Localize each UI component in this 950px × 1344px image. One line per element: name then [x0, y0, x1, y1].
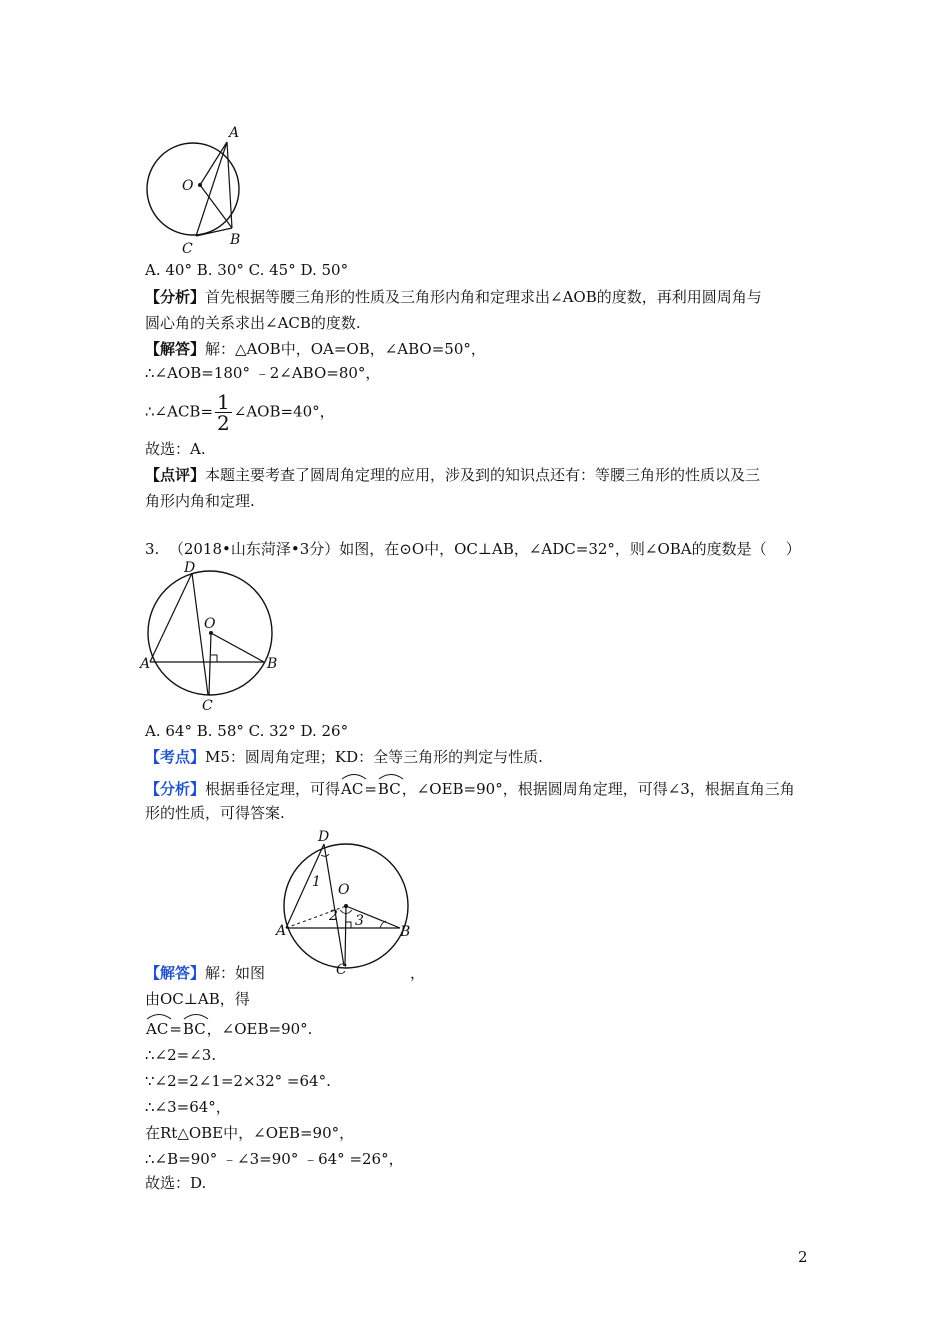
q2-comment-2: 角形内角和定理. [145, 492, 255, 510]
q3-analysis-2: 形的性质，可得答案. [145, 804, 285, 822]
label-b: B [400, 924, 411, 940]
label-a: A [276, 923, 287, 939]
label-d: D [318, 829, 330, 845]
q2-options: A. 40° B. 30° C. 45° D. 50° [145, 261, 349, 279]
label-c: C [202, 698, 213, 714]
q2-comment-1: 【点评】本题主要考查了圆周角定理的应用，涉及到的知识点还有：等腰三角形的性质以及三 [145, 466, 761, 484]
q3-stem: 3. （2018•山东菏泽•3分）如图，在⊙O中，OC⊥AB，∠ADC=32°，则∠OBA的度数是（ ） [145, 540, 801, 558]
q2-answer-2: ∴∠AOB=180° ﹣2∠ABO=80°， [145, 364, 381, 382]
analysis-tag: 【分析】 [145, 288, 206, 306]
page-number: 2 [798, 1248, 808, 1266]
q3-line-5: ∴∠3=64°， [145, 1098, 231, 1116]
q3-line-2: AC= BC，∠OEB=90°. [145, 1012, 312, 1040]
label-a: A [229, 125, 240, 141]
point-tag: 【考点】 [145, 748, 206, 766]
arc-ac-2: AC [146, 1012, 168, 1040]
comment-tag: 【点评】 [145, 466, 206, 484]
q3-line-7: ∴∠B=90° ﹣∠3=90° ﹣64° =26°， [145, 1150, 404, 1168]
label-o: O [182, 178, 194, 194]
label-o: O [338, 882, 350, 898]
label-d: D [184, 560, 196, 576]
answer-tag: 【解答】 [145, 964, 206, 982]
arc-bc-2: BC [183, 1012, 206, 1040]
arc-bc: BC [378, 772, 401, 800]
q3-analysis-1: 【分析】根据垂径定理，可得 AC= BC，∠OEB=90°，根据圆周角定理，可得∠3，根据直角三角 [145, 772, 795, 800]
q3-answer-lead: 【解答】解：如图 [145, 964, 266, 982]
label-3: 3 [355, 913, 364, 929]
q2-answer-4: 故选：A. [145, 440, 206, 458]
q2-analysis-1: 【分析】首先根据等腰三角形的性质及三角形内角和定理求出∠AOB的度数，再利用圆周角与 [145, 288, 762, 306]
label-2: 2 [329, 908, 338, 924]
q3-answer-comma: ， [410, 964, 426, 982]
label-a: A [140, 656, 151, 672]
fraction-half: $\frac{1}{2}$ [217, 390, 230, 435]
figure-circle-aob [138, 122, 268, 257]
answer-tag: 【解答】 [145, 340, 206, 358]
figure-circle-adc [138, 560, 288, 716]
q3-point: 【考点】M5：圆周角定理；KD：全等三角形的判定与性质. [145, 748, 543, 766]
q3-options: A. 64° B. 58° C. 32° D. 26° [145, 722, 349, 740]
analysis-tag: 【分析】 [145, 780, 206, 798]
q3-line-6: 在Rt△OBE中，∠OEB=90°， [145, 1124, 355, 1142]
label-b: B [230, 232, 241, 248]
arc-ac: AC [341, 772, 363, 800]
label-1: 1 [312, 874, 321, 890]
q3-line-1: 由OC⊥AB，得 [145, 990, 250, 1008]
q3-line-3: ∴∠2=∠3. [145, 1046, 217, 1064]
label-o: O [204, 616, 216, 632]
label-b: B [267, 656, 278, 672]
q2-answer-3: ∴∠ACB= $\frac{1}{2}$ ∠AOB=40°， [145, 390, 335, 435]
label-c: C [182, 241, 193, 257]
label-c: C [336, 962, 347, 978]
q2-analysis-2: 圆心角的关系求出∠ACB的度数. [145, 314, 361, 332]
q3-line-8: 故选：D. [145, 1174, 207, 1192]
q2-answer-1: 【解答】解：△AOB中，OA=OB，∠ABO=50°， [145, 340, 486, 358]
figure-circle-solution [274, 824, 424, 980]
q3-line-4: ∵∠2=2∠1=2×32° =64°. [145, 1072, 331, 1090]
